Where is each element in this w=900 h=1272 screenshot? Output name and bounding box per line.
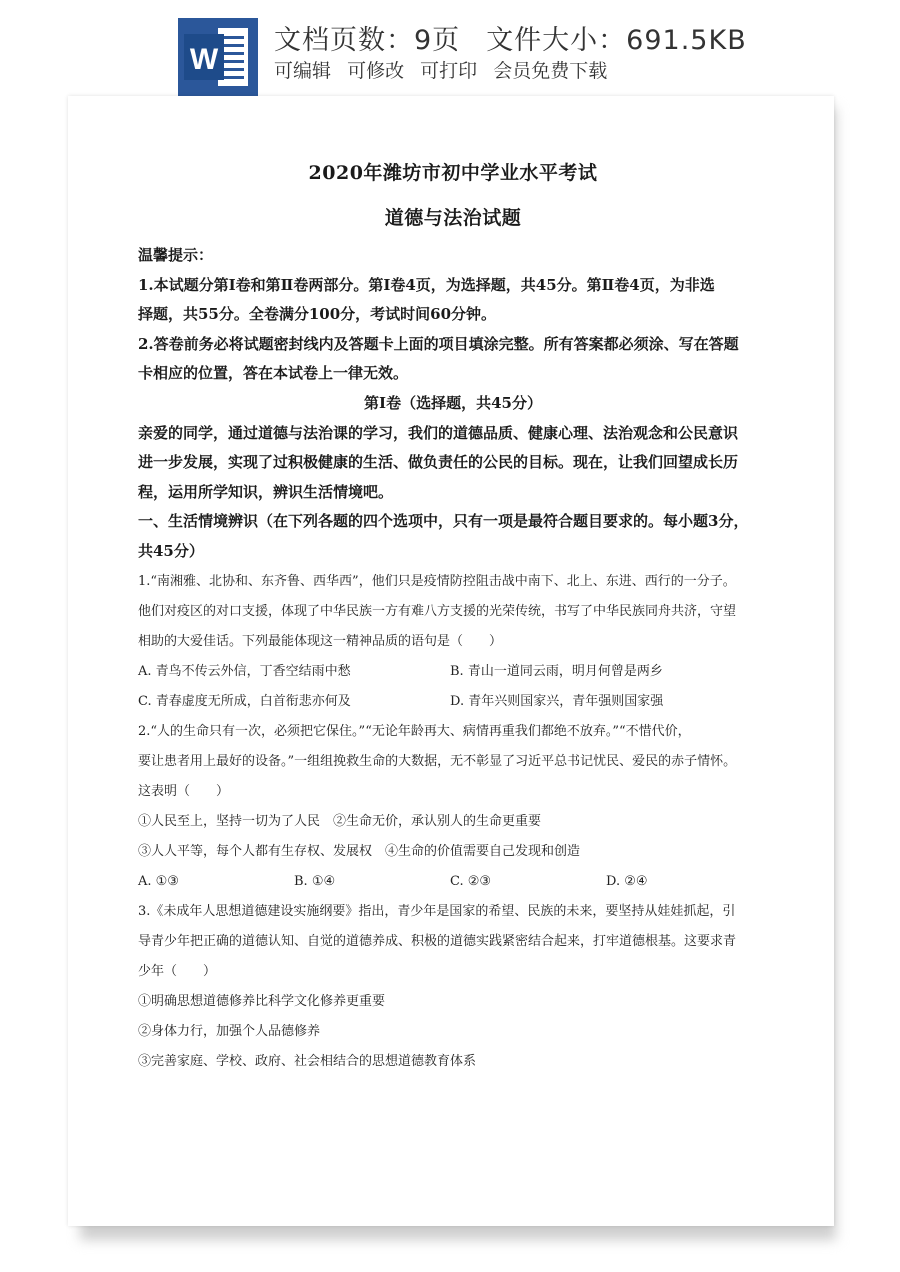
part1-line1: 一、生活情境辨识（在下列各题的四个选项中，只有一项是最符合题目要求的。每小题3分，: [138, 512, 749, 531]
page-content: [138, 158, 768, 1077]
document-info-banner: [0, 0, 900, 96]
intro-line3: 程，运用所学知识，辨识生活情境吧。: [138, 482, 394, 501]
svg-text:W: W: [189, 43, 219, 76]
q3-line2: 导青少年把正确的道德认知、自觉的道德养成、积极的道德实践紧密结合起来，打牢道德根基。这要求青: [138, 933, 737, 949]
exam-title: 2020年潍坊市初中学业水平考试: [308, 162, 598, 184]
feature-printable: 可打印: [420, 60, 478, 82]
q1-option-a: A. 青鸟不传云外信，丁香空结雨中愁: [138, 663, 351, 679]
page-count: 文档页数：9页: [274, 25, 461, 56]
q2-options: [138, 867, 768, 897]
document-page: [68, 96, 834, 1226]
tip2-line1: 2.答卷前务必将试题密封线内及答题卡上面的项目填涂完整。所有答案都必须涂、写在答题: [138, 334, 739, 353]
q1-line3: 相助的大爱佳话。下列最能体现这一精神品质的语句是（ ）: [138, 633, 503, 649]
q3-item1: ①明确思想道德修养比科学文化修养更重要: [138, 993, 386, 1009]
feature-member-download: 会员免费下载: [493, 60, 608, 82]
q1-option-b: B. 青山一道同云雨，明月何曾是两乡: [450, 663, 663, 679]
word-document-icon: [178, 18, 258, 96]
q2-line1: 2.“人的生命只有一次，必须把它保住。”“无论年龄再大、病情再重我们都绝不放弃。”“不惜代价，: [138, 723, 691, 739]
q2-item1: ①人民至上，坚持一切为了人民 ②生命无价，承认别人的生命更重要: [138, 813, 542, 829]
q2-option-b: B. ①④: [294, 873, 336, 889]
q1-line2: 他们对疫区的对口支援，体现了中华民族一方有难八方支援的光荣传统，书写了中华民族同舟共济，守望: [138, 603, 737, 619]
q2-line3: 这表明（ ）: [138, 783, 230, 799]
tip2-line2: 卡相应的位置，答在本试卷上一律无效。: [138, 364, 409, 383]
tip-heading: 温馨提示：: [138, 246, 214, 264]
q2-option-c: C. ②③: [450, 873, 492, 889]
intro-line1: 亲爱的同学，通过道德与法治课的学习，我们的道德品质、健康心理、法治观念和公民意识: [138, 423, 739, 442]
q2-option-a: A. ①③: [138, 873, 179, 889]
feature-editable: 可编辑: [274, 60, 332, 82]
banner-title: [274, 18, 773, 57]
q1-option-c: C. 青春虚度无所成，白首衔悲亦何及: [138, 693, 351, 709]
section-heading: 第Ⅰ卷（选择题，共45分）: [364, 393, 542, 412]
q3-item2: ②身体力行，加强个人品德修养: [138, 1023, 321, 1039]
q1-line1: 1.“南湘雅、北协和、东齐鲁、西华西”，他们只是疫情防控阻击战中南下、北上、东进、西行的一分子。: [138, 573, 736, 589]
part1-line2: 共45分）: [138, 541, 204, 560]
q1-options-row1: [138, 657, 768, 687]
feature-list: [274, 56, 617, 83]
tip1-line2: 择题，共55分。全卷满分100分，考试时间60分钟。: [138, 305, 497, 324]
feature-modifiable: 可修改: [347, 60, 405, 82]
q1-options-row2: [138, 687, 768, 717]
q1-option-d: D. 青年兴则国家兴，青年强则国家强: [450, 693, 664, 709]
q2-option-d: D. ②④: [606, 873, 648, 889]
exam-subtitle: 道德与法治试题: [384, 207, 522, 229]
intro-line2: 进一步发展，实现了过积极健康的生活、做负责任的公民的目标。现在，让我们回望成长历: [138, 453, 739, 472]
q2-item2: ③人人平等，每个人都有生存权、发展权 ④生命的价值需要自己发现和创造: [138, 843, 581, 859]
tip1-line1: 1.本试题分第Ⅰ卷和第Ⅱ卷两部分。第Ⅰ卷4页，为选择题，共45分。第Ⅱ卷4页，为非选: [138, 275, 715, 294]
q3-line3: 少年（ ）: [138, 963, 217, 979]
file-size: 文件大小：691.5KB: [486, 25, 747, 56]
q2-line2: 要让患者用上最好的设备。”一组组挽救生命的大数据，无不彰显了习近平总书记忧民、爱民的赤子情怀。: [138, 753, 737, 769]
q3-item3: ③完善家庭、学校、政府、社会相结合的思想道德教育体系: [138, 1053, 477, 1069]
q3-line1: 3.《未成年人思想道德建设实施纲要》指出，青少年是国家的希望、民族的未来，要坚持从娃娃抓起，引: [138, 903, 736, 919]
